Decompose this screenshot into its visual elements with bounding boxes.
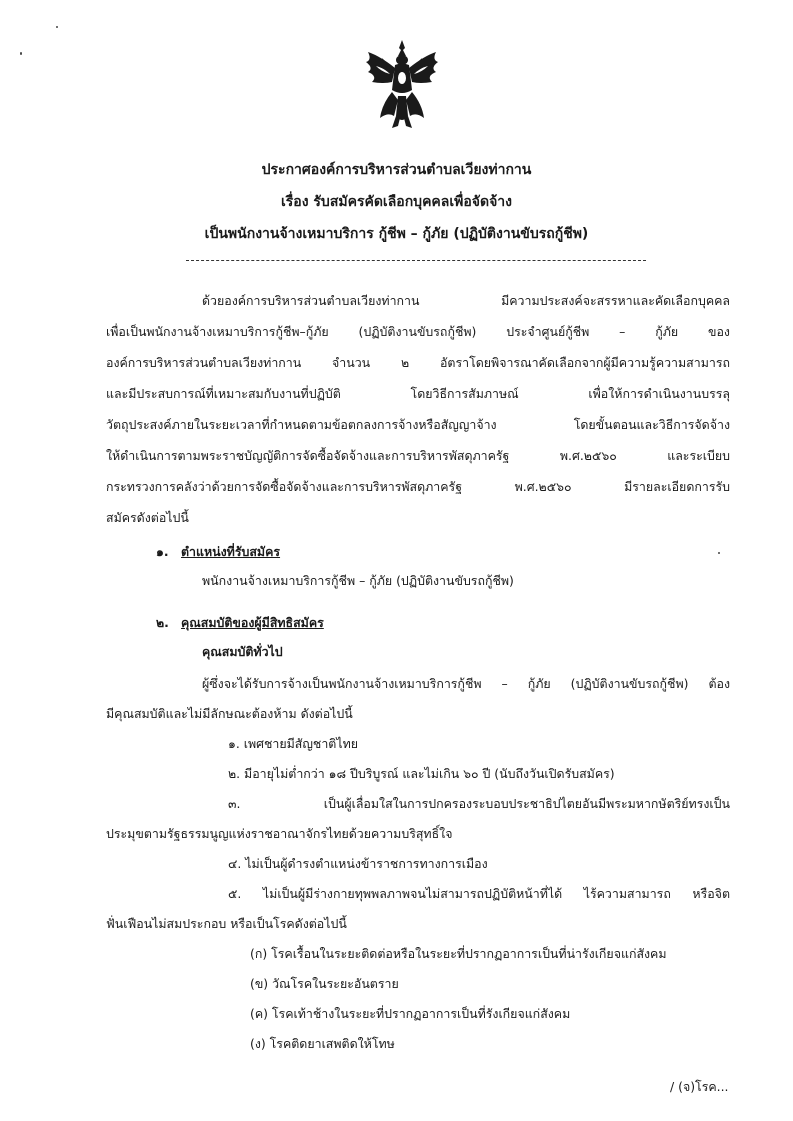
- disease-item: (ค) โรคเท้าช้างในระยะที่ปรากฏอาการเป็นที่รังเกียจแก่สังคม: [250, 1006, 571, 1021]
- announcement-position: เป็นพนักงานจ้างเหมาบริการ กู้ชีพ – กู้ภัย (ปฏิบัติงานขับรถกู้ชีพ): [204, 226, 589, 242]
- qualification-item: ๓. เป็นผู้เลื่อมใสในการปกครองระบอบประชาธิปไตยอันมีพระมหากษัตริย์ทรงเป็น: [228, 796, 730, 811]
- page-continuation: / (จ)โรค...: [670, 1079, 729, 1094]
- intro-line: และมีประสบการณ์ที่เหมาะสมกับงานที่ปฏิบัติ โดยวิธีการสัมภาษณ์ เพื่อให้การดำเนินงานบรรลุ: [106, 386, 730, 401]
- position-name: พนักงานจ้างเหมาบริการกู้ชีพ – กู้ภัย (ปฏิบัติงานขับรถกู้ชีพ): [202, 573, 514, 588]
- scan-speck: [20, 52, 22, 55]
- intro-line: ให้ดำเนินการตามพระราชบัญญัติการจัดซื้อจัดจ้างและการบริหารพัสดุภาครัฐ พ.ศ.๒๕๖๐ และระเบียบ: [106, 448, 730, 463]
- section-title: ตำแหน่งที่รับสมัคร: [181, 544, 281, 559]
- qualification-item: ๕. ไม่เป็นผู้มีร่างกายทุพพลภาพจนไม่สามารถปฏิบัติหน้าที่ได้ ไร้ความสามารถ หรือจิต: [228, 886, 730, 901]
- disease-item: (ง) โรคติดยาเสพติดให้โทษ: [250, 1036, 395, 1051]
- section-number: ๒.: [156, 615, 169, 630]
- intro-line: องค์การบริหารส่วนตำบลเวียงท่ากาน จำนวน ๒ อัตราโดยพิจารณาคัดเลือกจากผู้มีความรู้ความสามารถ: [106, 355, 730, 370]
- disease-item: (ก) โรคเรื้อนในระยะติดต่อหรือในระยะที่ปรากฏอาการเป็นที่น่ารังเกียจแก่สังคม: [250, 946, 667, 961]
- subsection-title: คุณสมบัติทั่วไป: [202, 644, 283, 659]
- qualification-item: ๑. เพศชายมีสัญชาติไทย: [228, 736, 358, 751]
- qualification-item: ๒. มีอายุไม่ต่ำกว่า ๑๘ ปีบริบูรณ์ และไม่เกิน ๖๐ ปี (นับถึงวันเปิดรับสมัคร): [228, 766, 615, 781]
- heading-divider: [186, 260, 646, 261]
- garuda-emblem-icon: [362, 38, 442, 130]
- intro-line: ด้วยองค์การบริหารส่วนตำบลเวียงท่ากาน มีความประสงค์จะสรรหาและคัดเลือกบุคคล: [202, 293, 730, 308]
- qualification-lead: มีคุณสมบัติและไม่มีลักษณะต้องห้าม ดังต่อไปนี้: [106, 706, 353, 721]
- announcement-title: ประกาศองค์การบริหารส่วนตำบลเวียงท่ากาน: [261, 162, 532, 178]
- qualification-lead: ผู้ซึ่งจะได้รับการจ้างเป็นพนักงานจ้างเหมาบริการกู้ชีพ – กู้ภัย (ปฏิบัติงานขับรถกู้ชีพ) ต้อง: [202, 676, 730, 691]
- section-number: ๑.: [156, 544, 169, 559]
- section-title: คุณสมบัติของผู้มีสิทธิสมัคร: [181, 615, 324, 630]
- qualification-item: ๔. ไม่เป็นผู้ดำรงตำแหน่งข้าราชการทางการเมือง: [228, 856, 488, 871]
- intro-line: กระทรวงการคลังว่าด้วยการจัดซื้อจัดจ้างและการบริหารพัสดุภาครัฐ พ.ศ.๒๕๖๐ มีรายละเอียดการรับ: [106, 479, 730, 494]
- intro-line: วัตถุประสงค์ภายในระยะเวลาที่กำหนดตามข้อตกลงการจ้างหรือสัญญาจ้าง โดยขั้นตอนและวิธีการจัดจ้าง: [106, 417, 730, 432]
- intro-line: สมัครดังต่อไปนี้: [106, 510, 189, 525]
- disease-item: (ข) วัณโรคในระยะอันตราย: [250, 976, 399, 991]
- scan-speck: [56, 26, 58, 28]
- scan-speck: [718, 552, 720, 554]
- qualification-item: ฟั่นเฟือนไม่สมประกอบ หรือเป็นโรคดังต่อไปนี้: [106, 916, 347, 931]
- intro-line: เพื่อเป็นพนักงานจ้างเหมาบริการกู้ชีพ–กู้ภัย (ปฏิบัติงานขับรถกู้ชีพ) ประจำศูนย์กู้ชีพ – กู้ภัย ของ: [106, 324, 730, 339]
- qualification-item: ประมุขตามรัฐธรรมนูญแห่งราชอาณาจักรไทยด้วยความบริสุทธิ์ใจ: [106, 826, 453, 841]
- announcement-subject: เรื่อง รับสมัครคัดเลือกบุคคลเพื่อจัดจ้าง: [280, 194, 512, 210]
